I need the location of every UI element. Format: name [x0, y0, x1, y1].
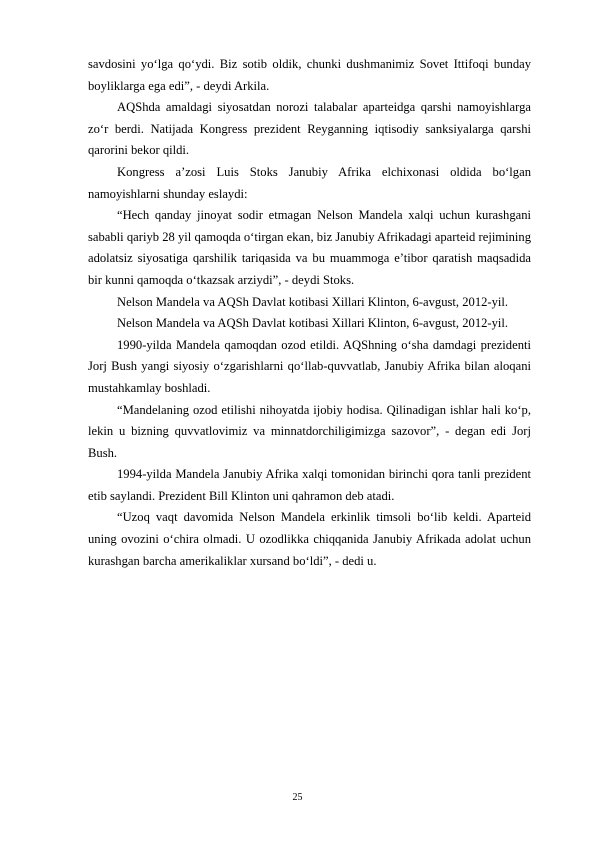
paragraph-10: “Uzoq vaqt davomida Nelson Mandela erkinlik timsoli bo‘lib keldi. Aparteid uning ovozini o‘chira olmadi. U ozodlikka chiqqanida Janubiy Afrikada adolat uchun kurashgan barcha amerikaliklar xursand bo‘ldi”, - dedi u. [88, 510, 531, 568]
paragraph-5-caption: Nelson Mandela va AQSh Davlat kotibasi Xillari Klinton, 6-avgust, 2012-yil. [117, 294, 509, 309]
paragraph-7: 1990-yilda Mandela qamoqdan ozod etildi. AQShning o‘sha damdagi prezidenti Jorj Bush yangi siyosiy o‘zgarishlarni qo‘llab-quvvatlab, Janubiy Afrika bilan aloqani mustahkamlay boshladi. [88, 337, 531, 395]
paragraph-4: “Hech qanday jinoyat sodir etmagan Nelson Mandela xalqi uchun kurashgani sababli qariyb 28 yil qamoqda o‘tirgan ekan, biz Janubiy Afrikadagi aparteid rejimining adolatsiz siyosatiga qarshilik tariqasida va bu muammoga e’tibor qaratish maqsadida bir kunni qamoqda o‘tkazsak arziydi”, - deydi Stoks. [88, 208, 531, 287]
paragraph-1: savdosini yo‘lga qo‘ydi. Biz sotib oldik, chunki dushmanimiz Sovet Ittifoqi bunday boyliklarga ega edi”, - deydi Arkila. [88, 57, 531, 93]
paragraph-8: “Mandelaning ozod etilishi nihoyatda ijobiy hodisa. Qilinadigan ishlar hali ko‘p, lekin u bizning quvvatlovimiz va minnatdorchiligimizga sazovor”, - degan edi Jorj Bush. [88, 402, 531, 460]
paragraph-9: 1994-yilda Mandela Janubiy Afrika xalqi tomonidan birinchi qora tanli prezident etib saylandi. Prezident Bill Klinton uni qahramon deb atadi. [88, 467, 531, 503]
paragraph-2: AQShda amaldagi siyosatdan norozi talabalar aparteidga qarshi namoyishlarga zo‘r berdi. Natijada Kongress prezident Reyganning iqtisodiy sanksiyalarga qarshi qarorini bekor qildi. [88, 100, 531, 158]
page-number: 25 [292, 792, 303, 803]
body-text [88, 54, 531, 572]
paragraph-3: Kongress a’zosi Luis Stoks Janubiy Afrika elchixonasi oldida bo‘lgan namoyishlarni shunday eslaydi: [88, 164, 531, 201]
paragraph-6-caption: Nelson Mandela va AQSh Davlat kotibasi Xillari Klinton, 6-avgust, 2012-yil. [117, 316, 509, 331]
